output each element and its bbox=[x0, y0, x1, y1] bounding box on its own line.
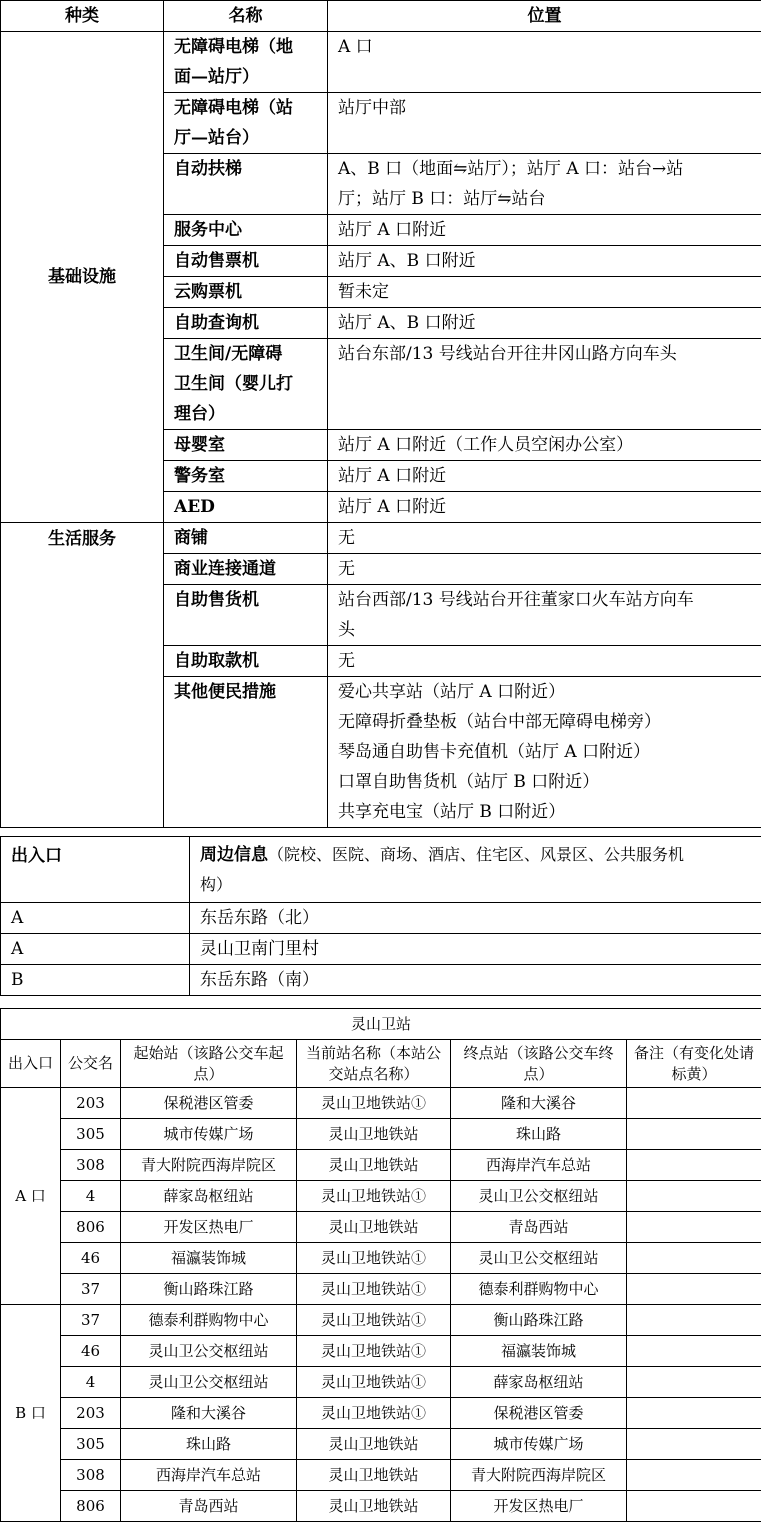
facility-name: 自助售货机 bbox=[164, 585, 328, 646]
bus-start-cell: 德泰利群购物中心 bbox=[121, 1305, 297, 1336]
facility-location: 站厅中部 bbox=[328, 93, 761, 154]
bus-route-cell: 305 bbox=[61, 1119, 121, 1150]
table-row bbox=[1, 1336, 761, 1367]
bus-route-cell: 4 bbox=[61, 1367, 121, 1398]
table-row bbox=[1, 523, 761, 554]
bus-start-cell: 隆和大溪谷 bbox=[121, 1398, 297, 1429]
bus-current-cell: 灵山卫地铁站 bbox=[297, 1150, 451, 1181]
info-cell: 灵山卫南门里村 bbox=[190, 934, 761, 965]
bus-start-cell: 灵山卫公交枢纽站 bbox=[121, 1336, 297, 1367]
table-row bbox=[1, 1150, 761, 1181]
header-bus-note: 备注（有变化处请 标黄） bbox=[627, 1040, 761, 1088]
bus-title-row bbox=[1, 1009, 761, 1040]
bus-end-cell: 隆和大溪谷 bbox=[451, 1088, 627, 1119]
bus-table bbox=[0, 1008, 761, 1522]
facility-location: A、B 口（地面⇋站厅）；站厅 A 口：站台→站 厅；站厅 B 口：站厅⇋站台 bbox=[328, 154, 761, 215]
facility-location: 无 bbox=[328, 646, 761, 677]
bus-end-cell: 珠山路 bbox=[451, 1119, 627, 1150]
bus-note-cell bbox=[627, 1088, 761, 1119]
bus-note-cell bbox=[627, 1398, 761, 1429]
category-life: 生活服务 bbox=[1, 523, 164, 828]
table-row bbox=[1, 1088, 761, 1119]
bus-start-cell: 开发区热电厂 bbox=[121, 1212, 297, 1243]
bus-route-cell: 37 bbox=[61, 1274, 121, 1305]
table-row bbox=[1, 934, 761, 965]
bus-current-cell: 灵山卫地铁站① bbox=[297, 1181, 451, 1212]
header-bus-current: 当前站名称（本站公 交站点名称） bbox=[297, 1040, 451, 1088]
bus-route-cell: 203 bbox=[61, 1398, 121, 1429]
bus-route-cell: 46 bbox=[61, 1243, 121, 1274]
bus-exit-cell: A 口 bbox=[1, 1088, 61, 1305]
bus-route-cell: 308 bbox=[61, 1460, 121, 1491]
exit-cell: B bbox=[1, 965, 190, 996]
bus-start-cell: 西海岸汽车总站 bbox=[121, 1460, 297, 1491]
table-row bbox=[1, 1398, 761, 1429]
bus-start-cell: 青岛西站 bbox=[121, 1491, 297, 1522]
facility-name: 自助取款机 bbox=[164, 646, 328, 677]
bus-note-cell bbox=[627, 1274, 761, 1305]
header-name: 名称 bbox=[164, 1, 328, 32]
facility-name: 自动售票机 bbox=[164, 246, 328, 277]
bus-start-cell: 城市传媒广场 bbox=[121, 1119, 297, 1150]
bus-end-cell: 青岛西站 bbox=[451, 1212, 627, 1243]
header-category: 种类 bbox=[1, 1, 164, 32]
surroundings-table bbox=[0, 836, 761, 996]
facility-name: 卫生间/无障碍 卫生间（婴儿打 理台） bbox=[164, 339, 328, 430]
bus-route-cell: 305 bbox=[61, 1429, 121, 1460]
bus-current-cell: 灵山卫地铁站 bbox=[297, 1119, 451, 1150]
bus-route-cell: 4 bbox=[61, 1181, 121, 1212]
table-row bbox=[1, 965, 761, 996]
facility-location: 站台西部/13 号线站台开往董家口火车站方向车 头 bbox=[328, 585, 761, 646]
bus-current-cell: 灵山卫地铁站① bbox=[297, 1243, 451, 1274]
bus-start-cell: 衡山路珠江路 bbox=[121, 1274, 297, 1305]
bus-start-cell: 薛家岛枢纽站 bbox=[121, 1181, 297, 1212]
facility-location: 站厅 A 口附近 bbox=[328, 461, 761, 492]
header-exit: 出入口 bbox=[1, 837, 190, 903]
table-row bbox=[1, 1460, 761, 1491]
facility-name: 服务中心 bbox=[164, 215, 328, 246]
category-basic: 基础设施 bbox=[1, 32, 164, 523]
bus-end-cell: 福瀛装饰城 bbox=[451, 1336, 627, 1367]
facility-location: 站厅 A 口附近（工作人员空闲办公室） bbox=[328, 430, 761, 461]
exit-cell: A bbox=[1, 934, 190, 965]
facility-name: 自助查询机 bbox=[164, 308, 328, 339]
facility-location: 暂未定 bbox=[328, 277, 761, 308]
bus-current-cell: 灵山卫地铁站① bbox=[297, 1367, 451, 1398]
facility-location: 站台东部/13 号线站台开往井冈山路方向车头 bbox=[328, 339, 761, 430]
header-surrounding-info bbox=[190, 837, 761, 903]
bus-current-cell: 灵山卫地铁站① bbox=[297, 1305, 451, 1336]
bus-end-cell: 开发区热电厂 bbox=[451, 1491, 627, 1522]
bus-end-cell: 保税港区管委 bbox=[451, 1398, 627, 1429]
bus-current-cell: 灵山卫地铁站 bbox=[297, 1429, 451, 1460]
table-row bbox=[1, 32, 761, 93]
bus-current-cell: 灵山卫地铁站① bbox=[297, 1398, 451, 1429]
facility-name: 母婴室 bbox=[164, 430, 328, 461]
bus-end-cell: 灵山卫公交枢纽站 bbox=[451, 1243, 627, 1274]
facility-name: 云购票机 bbox=[164, 277, 328, 308]
bus-note-cell bbox=[627, 1367, 761, 1398]
bus-end-cell: 灵山卫公交枢纽站 bbox=[451, 1181, 627, 1212]
facility-location: 站厅 A 口附近 bbox=[328, 492, 761, 523]
bus-note-cell bbox=[627, 1305, 761, 1336]
bus-note-cell bbox=[627, 1181, 761, 1212]
header-info-normal: （院校、医院、商场、酒店、住宅区、风景区、公共服务机 bbox=[268, 845, 684, 864]
table-row bbox=[1, 903, 761, 934]
header-bus-route: 公交名 bbox=[61, 1040, 121, 1088]
header-bus-exit: 出入口 bbox=[1, 1040, 61, 1088]
header-bus-end: 终点站（该路公交车终 点） bbox=[451, 1040, 627, 1088]
bus-note-cell bbox=[627, 1429, 761, 1460]
facility-name: 无障碍电梯（地 面—站厅） bbox=[164, 32, 328, 93]
facility-name: 商铺 bbox=[164, 523, 328, 554]
facility-location: A 口 bbox=[328, 32, 761, 93]
table-row bbox=[1, 1181, 761, 1212]
facilities-header-row bbox=[1, 1, 761, 32]
bus-table-title: 灵山卫站 bbox=[1, 1009, 761, 1040]
bus-end-cell: 德泰利群购物中心 bbox=[451, 1274, 627, 1305]
bus-note-cell bbox=[627, 1119, 761, 1150]
table-row bbox=[1, 1274, 761, 1305]
facility-location: 站厅 A、B 口附近 bbox=[328, 308, 761, 339]
facility-location: 爱心共享站（站厅 A 口附近） 无障碍折叠垫板（站台中部无障碍电梯旁） 琴岛通自助售卡充值机（站厅 A 口附近） 口罩自助售货机（站厅 B 口附近） 共享充电宝（站厅 B 口附近） bbox=[328, 677, 761, 828]
bus-note-cell bbox=[627, 1212, 761, 1243]
bus-start-cell: 保税港区管委 bbox=[121, 1088, 297, 1119]
bus-current-cell: 灵山卫地铁站 bbox=[297, 1212, 451, 1243]
surroundings-header-row bbox=[1, 837, 761, 903]
bus-header-row bbox=[1, 1040, 761, 1088]
table-row bbox=[1, 1367, 761, 1398]
bus-current-cell: 灵山卫地铁站① bbox=[297, 1088, 451, 1119]
bus-route-cell: 203 bbox=[61, 1088, 121, 1119]
bus-start-cell: 珠山路 bbox=[121, 1429, 297, 1460]
facility-name: 其他便民措施 bbox=[164, 677, 328, 828]
bus-current-cell: 灵山卫地铁站 bbox=[297, 1460, 451, 1491]
facility-location: 站厅 A 口附近 bbox=[328, 215, 761, 246]
header-bus-start: 起始站（该路公交车起 点） bbox=[121, 1040, 297, 1088]
facility-location: 站厅 A、B 口附近 bbox=[328, 246, 761, 277]
bus-current-cell: 灵山卫地铁站① bbox=[297, 1336, 451, 1367]
facility-location: 无 bbox=[328, 523, 761, 554]
bus-route-cell: 806 bbox=[61, 1491, 121, 1522]
bus-end-cell: 衡山路珠江路 bbox=[451, 1305, 627, 1336]
header-info-normal-2: 构） bbox=[200, 875, 232, 894]
exit-cell: A bbox=[1, 903, 190, 934]
facility-location: 无 bbox=[328, 554, 761, 585]
bus-end-cell: 薛家岛枢纽站 bbox=[451, 1367, 627, 1398]
facility-name: 无障碍电梯（站 厅—站台） bbox=[164, 93, 328, 154]
table-row bbox=[1, 1119, 761, 1150]
header-info-bold: 周边信息 bbox=[200, 845, 268, 865]
header-location: 位置 bbox=[328, 1, 761, 32]
table-row bbox=[1, 1429, 761, 1460]
info-cell: 东岳东路（北） bbox=[190, 903, 761, 934]
bus-note-cell bbox=[627, 1460, 761, 1491]
bus-note-cell bbox=[627, 1150, 761, 1181]
bus-note-cell bbox=[627, 1243, 761, 1274]
bus-current-cell: 灵山卫地铁站 bbox=[297, 1491, 451, 1522]
table-row bbox=[1, 1212, 761, 1243]
bus-exit-cell: B 口 bbox=[1, 1305, 61, 1522]
facility-name: 自动扶梯 bbox=[164, 154, 328, 215]
bus-route-cell: 37 bbox=[61, 1305, 121, 1336]
table-row bbox=[1, 1243, 761, 1274]
bus-end-cell: 城市传媒广场 bbox=[451, 1429, 627, 1460]
bus-current-cell: 灵山卫地铁站① bbox=[297, 1274, 451, 1305]
bus-end-cell: 青大附院西海岸院区 bbox=[451, 1460, 627, 1491]
bus-route-cell: 308 bbox=[61, 1150, 121, 1181]
info-cell: 东岳东路（南） bbox=[190, 965, 761, 996]
bus-start-cell: 福瀛装饰城 bbox=[121, 1243, 297, 1274]
bus-start-cell: 青大附院西海岸院区 bbox=[121, 1150, 297, 1181]
bus-end-cell: 西海岸汽车总站 bbox=[451, 1150, 627, 1181]
facility-name: 商业连接通道 bbox=[164, 554, 328, 585]
table-row bbox=[1, 1305, 761, 1336]
bus-start-cell: 灵山卫公交枢纽站 bbox=[121, 1367, 297, 1398]
facility-name: AED bbox=[164, 492, 328, 523]
bus-note-cell bbox=[627, 1336, 761, 1367]
facility-name: 警务室 bbox=[164, 461, 328, 492]
bus-route-cell: 46 bbox=[61, 1336, 121, 1367]
bus-route-cell: 806 bbox=[61, 1212, 121, 1243]
